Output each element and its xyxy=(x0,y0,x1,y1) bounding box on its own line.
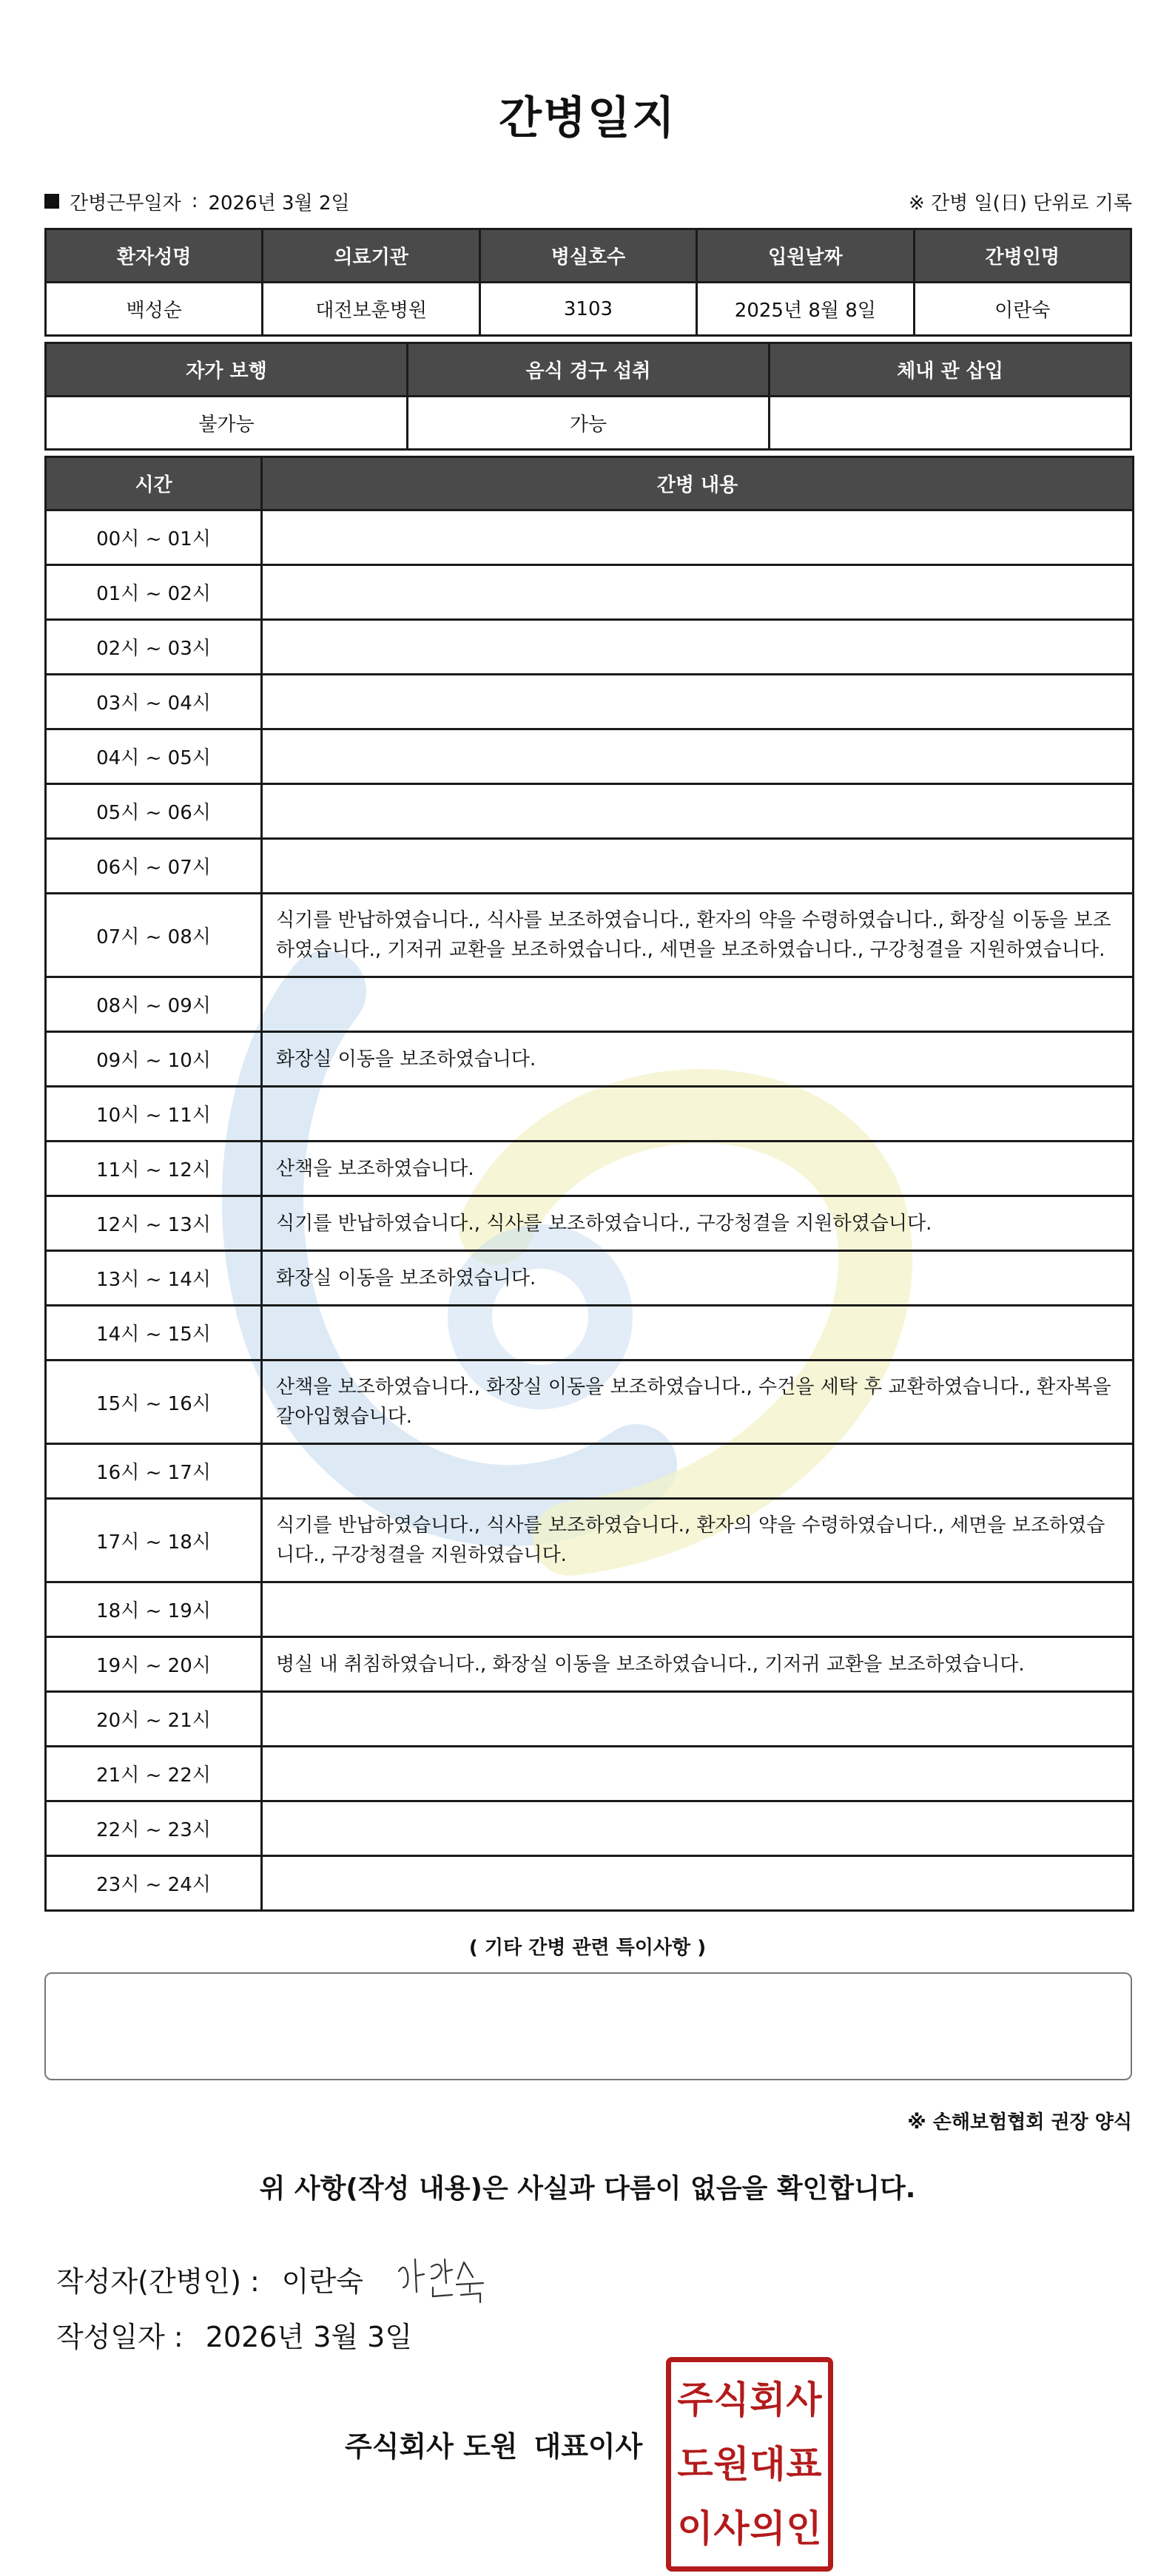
hospital-name: 대전보훈병원 xyxy=(263,283,479,336)
table-row xyxy=(46,839,1134,894)
time-cell: 12시 ~ 13시 xyxy=(46,1196,262,1251)
table-row xyxy=(46,1444,1134,1499)
table-row xyxy=(46,510,1134,565)
work-date-label: 간병근무일자 xyxy=(70,192,181,215)
caregiver-name: 이란숙 xyxy=(914,283,1131,336)
admission-date: 2025년 8월 8일 xyxy=(697,283,914,336)
seal-grid xyxy=(677,2368,822,2560)
header-caregiver-name: 간병인명 xyxy=(914,229,1131,283)
seal-char: 대 xyxy=(750,2441,786,2486)
seal-char: 사 xyxy=(786,2378,822,2422)
write-date-label: 작성일자 : xyxy=(56,2321,184,2353)
oral-intake-value: 가능 xyxy=(408,397,770,450)
header-self-walking: 자가 보행 xyxy=(46,343,408,397)
time-cell: 05시 ~ 06시 xyxy=(46,784,262,839)
table-row xyxy=(46,1087,1134,1142)
content-cell xyxy=(262,1692,1134,1747)
write-date-value: 2026년 3월 3일 xyxy=(205,2321,413,2353)
patient-name: 백성순 xyxy=(46,283,263,336)
status-header-row xyxy=(46,343,1131,397)
time-cell: 20시 ~ 21시 xyxy=(46,1692,262,1747)
seal-char: 이 xyxy=(677,2506,713,2550)
header-oral-intake: 음식 경구 섭취 xyxy=(408,343,770,397)
content-cell xyxy=(262,1856,1134,1911)
table-row xyxy=(46,1499,1134,1582)
table-row xyxy=(46,1692,1134,1747)
table-row xyxy=(46,675,1134,729)
table-row xyxy=(46,1637,1134,1692)
time-cell: 21시 ~ 22시 xyxy=(46,1747,262,1801)
company-signature xyxy=(345,2424,642,2464)
time-cell: 16시 ~ 17시 xyxy=(46,1444,262,1499)
time-cell: 09시 ~ 10시 xyxy=(46,1032,262,1087)
square-bullet-icon xyxy=(44,194,59,209)
time-cell: 07시 ~ 08시 xyxy=(46,894,262,977)
table-row xyxy=(46,1196,1134,1251)
confirmation-statement: 위 사항(작성 내용)은 사실과 다름이 없음을 확인합니다. xyxy=(259,2174,916,2204)
writer-name: 이란숙 xyxy=(281,2265,363,2298)
company-title: 대표이사 xyxy=(533,2430,643,2463)
document-title: 간병일지 xyxy=(499,92,676,144)
patient-info-table xyxy=(44,228,1132,337)
work-date-value: 2026년 3월 2일 xyxy=(208,192,350,215)
time-cell: 10시 ~ 11시 xyxy=(46,1087,262,1142)
table-row xyxy=(46,1856,1134,1911)
seal-char: 사 xyxy=(713,2506,750,2550)
tube-insertion-value xyxy=(770,397,1131,450)
content-cell xyxy=(262,510,1134,565)
content-cell xyxy=(262,977,1134,1032)
seal-char: 표 xyxy=(786,2441,822,2486)
time-cell: 02시 ~ 03시 xyxy=(46,620,262,675)
time-cell: 08시 ~ 09시 xyxy=(46,977,262,1032)
content-cell xyxy=(262,1306,1134,1361)
table-row xyxy=(46,1582,1134,1637)
header-hospital: 의료기관 xyxy=(263,229,479,283)
write-date-row xyxy=(56,2314,412,2355)
content-cell: 화장실 이동을 보조하였습니다. xyxy=(262,1032,1134,1087)
meta-row xyxy=(44,186,1132,216)
company-name: 주식회사 도원 xyxy=(345,2430,518,2463)
self-walking-value: 불가능 xyxy=(46,397,408,450)
content-cell: 화장실 이동을 보조하였습니다. xyxy=(262,1251,1134,1306)
content-cell: 산책을 보조하였습니다. xyxy=(262,1142,1134,1196)
time-cell: 00시 ~ 01시 xyxy=(46,510,262,565)
work-date-separator: : xyxy=(191,190,198,212)
content-cell xyxy=(262,784,1134,839)
seal-char: 식 xyxy=(713,2378,750,2422)
table-row xyxy=(46,894,1134,977)
time-cell: 01시 ~ 02시 xyxy=(46,565,262,620)
company-seal-icon xyxy=(666,2357,833,2572)
time-cell: 15시 ~ 16시 xyxy=(46,1361,262,1444)
header-admission-date: 입원날짜 xyxy=(697,229,914,283)
content-cell xyxy=(262,1747,1134,1801)
seal-char: 주 xyxy=(677,2378,713,2422)
seal-char: 인 xyxy=(786,2506,822,2550)
seal-char: 의 xyxy=(750,2506,786,2550)
time-cell: 22시 ~ 23시 xyxy=(46,1801,262,1856)
table-row xyxy=(46,620,1134,675)
content-cell: 식기를 반납하였습니다., 식사를 보조하였습니다., 환자의 약을 수령하였습니다., 화장실 이동을 보조하였습니다., 기저귀 교환을 보조하였습니다., 세면을 보조하였습니다., 구강청결을 지원하였습니다. xyxy=(262,894,1134,977)
writer-label: 작성자(간병인) : xyxy=(56,2265,260,2298)
patient-header-row xyxy=(46,229,1131,283)
content-cell: 병실 내 취침하였습니다., 화장실 이동을 보조하였습니다., 기저귀 교환을 보조하였습니다. xyxy=(262,1637,1134,1692)
table-row xyxy=(46,1361,1134,1444)
content-cell xyxy=(262,1582,1134,1637)
table-row xyxy=(46,1747,1134,1801)
patient-status-table xyxy=(44,342,1132,451)
patient-value-row xyxy=(46,283,1131,336)
special-notes-title: ( 기타 간병 관련 특이사항 ) xyxy=(468,1937,707,1959)
table-row xyxy=(46,729,1134,784)
content-cell: 산책을 보조하였습니다., 화장실 이동을 보조하였습니다., 수건을 세탁 후 교환하였습니다., 환자복을 갈아입혔습니다. xyxy=(262,1361,1134,1444)
log-header-row xyxy=(46,457,1134,510)
header-care-content: 간병 내용 xyxy=(262,457,1134,510)
header-patient-name: 환자성명 xyxy=(46,229,263,283)
content-cell xyxy=(262,1444,1134,1499)
header-tube-insertion: 체내 관 삽입 xyxy=(770,343,1131,397)
table-row xyxy=(46,977,1134,1032)
time-cell: 14시 ~ 15시 xyxy=(46,1306,262,1361)
table-row xyxy=(46,784,1134,839)
seal-char: 도 xyxy=(677,2441,713,2486)
status-value-row xyxy=(46,397,1131,450)
content-cell xyxy=(262,839,1134,894)
writer-row xyxy=(56,2249,504,2308)
seal-char: 원 xyxy=(713,2441,750,2486)
content-cell xyxy=(262,675,1134,729)
header-time: 시간 xyxy=(46,457,262,510)
content-cell xyxy=(262,1801,1134,1856)
content-cell xyxy=(262,565,1134,620)
work-date xyxy=(44,188,350,215)
table-row xyxy=(46,1032,1134,1087)
time-cell: 11시 ~ 12시 xyxy=(46,1142,262,1196)
content-cell: 식기를 반납하였습니다., 식사를 보조하였습니다., 환자의 약을 수령하였습니다., 세면을 보조하였습니다., 구강청결을 지원하였습니다. xyxy=(262,1499,1134,1582)
time-cell: 19시 ~ 20시 xyxy=(46,1637,262,1692)
seal-char: 회 xyxy=(750,2378,786,2422)
care-log-table xyxy=(44,456,1134,1912)
table-row xyxy=(46,1306,1134,1361)
time-cell: 06시 ~ 07시 xyxy=(46,839,262,894)
table-row xyxy=(46,1801,1134,1856)
time-cell: 17시 ~ 18시 xyxy=(46,1499,262,1582)
unit-note: ※ 간병 일(日) 단위로 기록 xyxy=(908,192,1132,215)
table-row xyxy=(46,565,1134,620)
time-cell: 04시 ~ 05시 xyxy=(46,729,262,784)
time-cell: 03시 ~ 04시 xyxy=(46,675,262,729)
table-row xyxy=(46,1142,1134,1196)
table-row xyxy=(46,1251,1134,1306)
header-room: 병실호수 xyxy=(479,229,696,283)
special-notes-box xyxy=(44,1972,1132,2080)
content-cell xyxy=(262,1087,1134,1142)
recommend-note: ※ 손해보험협회 권장 양식 xyxy=(907,2111,1132,2134)
time-cell: 23시 ~ 24시 xyxy=(46,1856,262,1911)
time-cell: 13시 ~ 14시 xyxy=(46,1251,262,1306)
handwritten-signature xyxy=(393,2249,504,2308)
content-cell xyxy=(262,729,1134,784)
time-cell: 18시 ~ 19시 xyxy=(46,1582,262,1637)
content-cell xyxy=(262,620,1134,675)
room-number: 3103 xyxy=(479,283,696,336)
content-cell: 식기를 반납하였습니다., 식사를 보조하였습니다., 구강청결을 지원하였습니다. xyxy=(262,1196,1134,1251)
